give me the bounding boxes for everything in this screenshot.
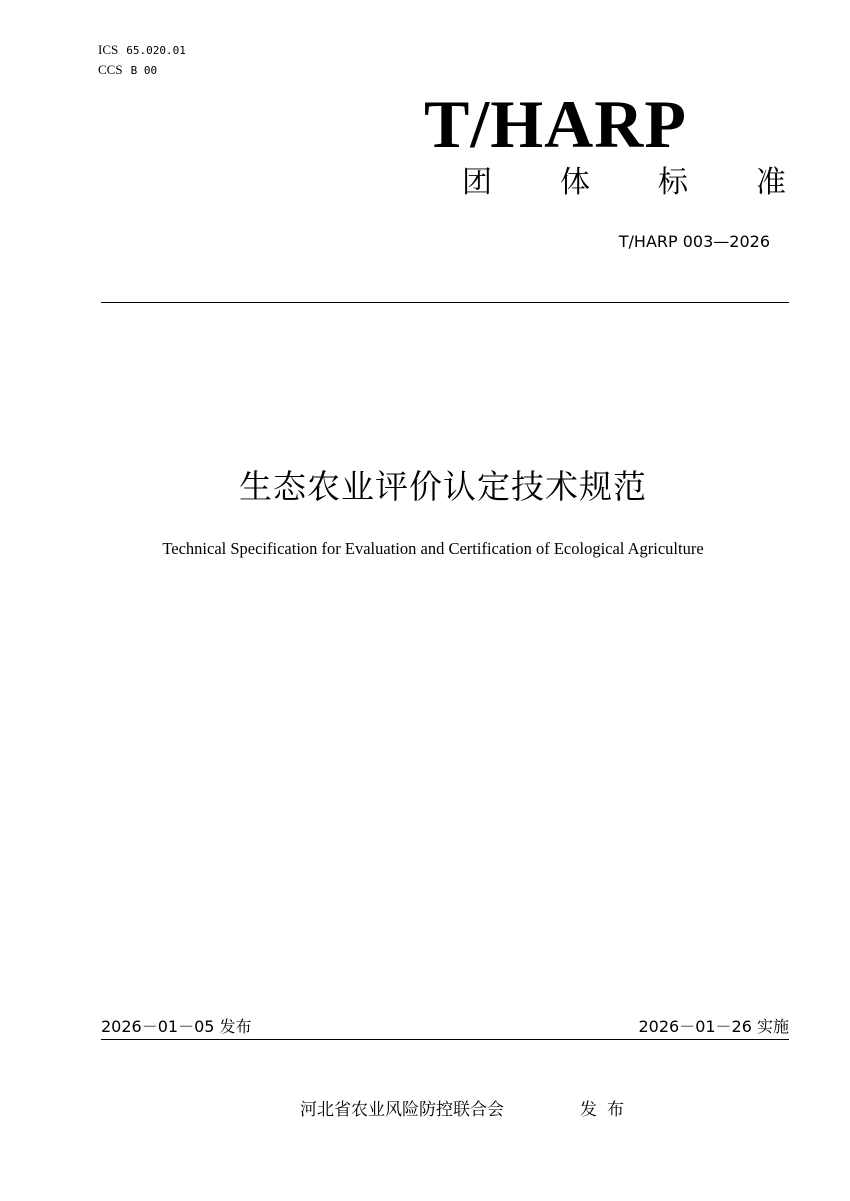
footer-divider [101,1039,789,1040]
standard-logo: T/HARP [424,86,687,162]
issuing-organization: 河北省农业风险防控联合会 [300,1100,504,1120]
standard-type-char: 标 [658,165,688,200]
header-divider [101,302,789,303]
standard-type-char: 准 [756,165,786,200]
standard-type [462,163,786,203]
ccs-label: CCS [98,62,123,77]
standard-type-char: 体 [560,165,590,200]
publish-date: 2026－01－05 发布 [101,1017,252,1036]
document-title-chinese: 生态农业评价认定技术规范 [239,467,647,506]
standard-number: T/HARP 003—2026 [618,232,770,251]
ics-value: 65.020.01 [126,44,186,57]
ics-label: ICS [98,42,119,57]
issue-label: 发布 [580,1100,634,1120]
ccs-code [98,62,157,79]
document-title-english: Technical Specification for Evaluation and Certification of Ecological Agriculture [162,539,704,558]
implementation-date: 2026－01－26 实施 [638,1017,789,1036]
standard-type-char: 团 [462,165,492,200]
ics-code [98,42,186,59]
ccs-value: B 00 [130,64,158,77]
